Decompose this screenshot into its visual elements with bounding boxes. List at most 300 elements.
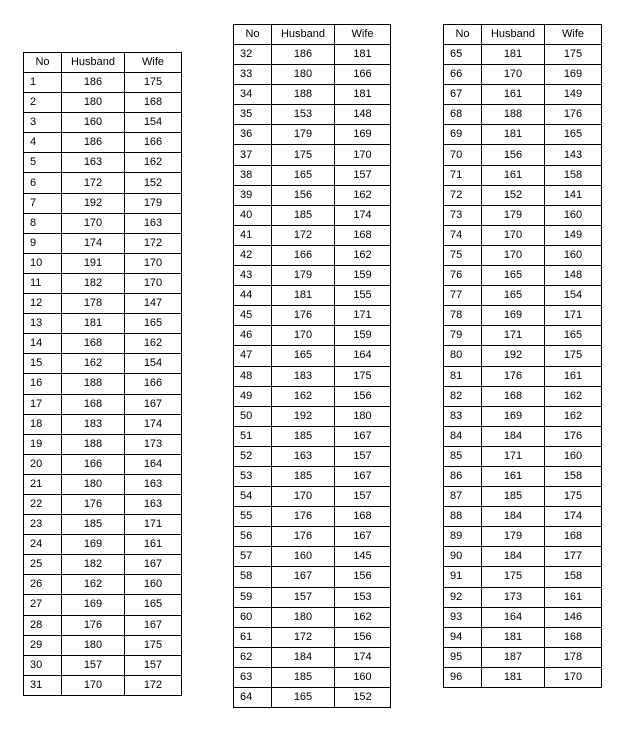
header-no: No xyxy=(234,25,272,45)
table-row xyxy=(444,306,602,326)
cell-husband: 181 xyxy=(482,627,545,647)
cell-husband: 164 xyxy=(482,607,545,627)
cell-no: 64 xyxy=(234,688,272,708)
cell-no: 84 xyxy=(444,426,482,446)
cell-husband: 176 xyxy=(62,494,125,514)
cell-wife: 168 xyxy=(125,93,182,113)
cell-no: 45 xyxy=(234,306,272,326)
cell-no: 81 xyxy=(444,366,482,386)
cell-no: 44 xyxy=(234,286,272,306)
table-row xyxy=(234,225,391,245)
cell-no: 18 xyxy=(24,414,62,434)
cell-husband: 176 xyxy=(482,366,545,386)
cell-no: 12 xyxy=(24,294,62,314)
cell-wife: 156 xyxy=(335,627,391,647)
cell-husband: 184 xyxy=(482,507,545,527)
table-row xyxy=(234,346,391,366)
cell-wife: 168 xyxy=(335,225,391,245)
table-row xyxy=(234,366,391,386)
table-row xyxy=(444,426,602,446)
cell-wife: 176 xyxy=(545,105,602,125)
table-row xyxy=(444,567,602,587)
cell-husband: 170 xyxy=(482,225,545,245)
cell-husband: 188 xyxy=(272,85,335,105)
table-row xyxy=(234,446,391,466)
cell-wife: 165 xyxy=(545,326,602,346)
table-row xyxy=(24,193,182,213)
cell-no: 62 xyxy=(234,647,272,667)
cell-no: 35 xyxy=(234,105,272,125)
cell-husband: 185 xyxy=(272,667,335,687)
table-row xyxy=(24,615,182,635)
table-row xyxy=(234,466,391,486)
cell-no: 86 xyxy=(444,466,482,486)
table-row xyxy=(24,515,182,535)
table-row xyxy=(444,145,602,165)
cell-no: 25 xyxy=(24,555,62,575)
cell-husband: 192 xyxy=(482,346,545,366)
data-table-2 xyxy=(233,24,391,708)
cell-no: 90 xyxy=(444,547,482,567)
cell-no: 61 xyxy=(234,627,272,647)
cell-wife: 159 xyxy=(335,326,391,346)
cell-no: 47 xyxy=(234,346,272,366)
cell-wife: 141 xyxy=(545,185,602,205)
table-row xyxy=(24,655,182,675)
cell-husband: 165 xyxy=(272,688,335,708)
table-row xyxy=(444,205,602,225)
table-row xyxy=(24,93,182,113)
cell-husband: 170 xyxy=(272,487,335,507)
cell-wife: 167 xyxy=(125,615,182,635)
cell-wife: 174 xyxy=(545,507,602,527)
cell-husband: 184 xyxy=(482,547,545,567)
table-row xyxy=(24,595,182,615)
header-no: No xyxy=(444,25,482,45)
cell-wife: 170 xyxy=(125,273,182,293)
cell-wife: 162 xyxy=(125,153,182,173)
cell-no: 80 xyxy=(444,346,482,366)
cell-husband: 186 xyxy=(62,73,125,93)
cell-no: 91 xyxy=(444,567,482,587)
table-row xyxy=(444,527,602,547)
table-row xyxy=(444,507,602,527)
cell-no: 76 xyxy=(444,266,482,286)
cell-no: 39 xyxy=(234,185,272,205)
table-row xyxy=(234,487,391,507)
cell-no: 13 xyxy=(24,314,62,334)
cell-husband: 163 xyxy=(62,153,125,173)
cell-wife: 171 xyxy=(545,306,602,326)
cell-no: 46 xyxy=(234,326,272,346)
table-row xyxy=(444,667,602,687)
cell-husband: 181 xyxy=(272,286,335,306)
table-row xyxy=(444,406,602,426)
cell-no: 24 xyxy=(24,535,62,555)
cell-no: 26 xyxy=(24,575,62,595)
cell-husband: 180 xyxy=(62,474,125,494)
cell-husband: 176 xyxy=(272,507,335,527)
table-row xyxy=(234,507,391,527)
table-row xyxy=(24,555,182,575)
table-row xyxy=(234,426,391,446)
cell-husband: 185 xyxy=(272,205,335,225)
cell-husband: 165 xyxy=(482,266,545,286)
table-row xyxy=(24,153,182,173)
cell-wife: 153 xyxy=(335,587,391,607)
cell-no: 42 xyxy=(234,245,272,265)
table-row xyxy=(234,85,391,105)
table-row xyxy=(444,105,602,125)
cell-wife: 162 xyxy=(335,245,391,265)
cell-husband: 172 xyxy=(272,225,335,245)
cell-no: 3 xyxy=(24,113,62,133)
cell-husband: 187 xyxy=(482,647,545,667)
table-row xyxy=(444,225,602,245)
cell-no: 54 xyxy=(234,487,272,507)
cell-no: 17 xyxy=(24,394,62,414)
cell-wife: 143 xyxy=(545,145,602,165)
table-row xyxy=(234,688,391,708)
table-row xyxy=(234,406,391,426)
cell-husband: 161 xyxy=(482,165,545,185)
cell-no: 83 xyxy=(444,406,482,426)
cell-wife: 164 xyxy=(335,346,391,366)
table-row xyxy=(24,394,182,414)
cell-wife: 170 xyxy=(335,145,391,165)
table-row xyxy=(444,627,602,647)
cell-no: 5 xyxy=(24,153,62,173)
cell-wife: 160 xyxy=(335,667,391,687)
cell-husband: 180 xyxy=(62,635,125,655)
cell-no: 59 xyxy=(234,587,272,607)
cell-husband: 179 xyxy=(272,125,335,145)
header-husband: Husband xyxy=(482,25,545,45)
cell-no: 71 xyxy=(444,165,482,185)
cell-no: 67 xyxy=(444,85,482,105)
header-wife: Wife xyxy=(335,25,391,45)
cell-no: 78 xyxy=(444,306,482,326)
cell-no: 96 xyxy=(444,667,482,687)
cell-husband: 176 xyxy=(272,306,335,326)
cell-husband: 178 xyxy=(62,294,125,314)
table-row xyxy=(444,547,602,567)
cell-husband: 175 xyxy=(272,145,335,165)
cell-husband: 185 xyxy=(482,487,545,507)
table-row xyxy=(444,125,602,145)
cell-husband: 179 xyxy=(482,205,545,225)
cell-no: 20 xyxy=(24,454,62,474)
cell-wife: 160 xyxy=(545,446,602,466)
cell-wife: 170 xyxy=(545,667,602,687)
table-row xyxy=(24,354,182,374)
cell-wife: 160 xyxy=(545,205,602,225)
cell-wife: 175 xyxy=(125,73,182,93)
cell-wife: 174 xyxy=(335,647,391,667)
table-row xyxy=(234,185,391,205)
cell-no: 36 xyxy=(234,125,272,145)
header-husband: Husband xyxy=(272,25,335,45)
cell-wife: 148 xyxy=(335,105,391,125)
cell-wife: 161 xyxy=(125,535,182,555)
cell-husband: 170 xyxy=(272,326,335,346)
table-row xyxy=(234,547,391,567)
cell-no: 63 xyxy=(234,667,272,687)
cell-wife: 175 xyxy=(545,487,602,507)
cell-husband: 165 xyxy=(482,286,545,306)
cell-no: 10 xyxy=(24,253,62,273)
cell-wife: 178 xyxy=(545,647,602,667)
header-wife: Wife xyxy=(125,53,182,73)
cell-no: 28 xyxy=(24,615,62,635)
header-wife: Wife xyxy=(545,25,602,45)
cell-wife: 175 xyxy=(545,45,602,65)
cell-husband: 191 xyxy=(62,253,125,273)
table-row xyxy=(234,567,391,587)
cell-wife: 147 xyxy=(125,294,182,314)
cell-husband: 180 xyxy=(62,93,125,113)
cell-wife: 175 xyxy=(335,366,391,386)
cell-wife: 181 xyxy=(335,85,391,105)
cell-husband: 185 xyxy=(272,466,335,486)
cell-wife: 152 xyxy=(125,173,182,193)
cell-wife: 163 xyxy=(125,213,182,233)
cell-no: 52 xyxy=(234,446,272,466)
cell-no: 89 xyxy=(444,527,482,547)
cell-no: 34 xyxy=(234,85,272,105)
cell-no: 55 xyxy=(234,507,272,527)
cell-wife: 149 xyxy=(545,85,602,105)
cell-no: 11 xyxy=(24,273,62,293)
cell-no: 49 xyxy=(234,386,272,406)
cell-husband: 157 xyxy=(62,655,125,675)
cell-husband: 192 xyxy=(272,406,335,426)
cell-husband: 184 xyxy=(272,647,335,667)
cell-husband: 163 xyxy=(272,446,335,466)
cell-husband: 166 xyxy=(62,454,125,474)
cell-wife: 174 xyxy=(335,205,391,225)
table-row xyxy=(444,245,602,265)
cell-husband: 174 xyxy=(62,233,125,253)
cell-husband: 167 xyxy=(272,567,335,587)
cell-husband: 192 xyxy=(62,193,125,213)
table-row xyxy=(234,45,391,65)
cell-wife: 160 xyxy=(125,575,182,595)
cell-wife: 157 xyxy=(335,487,391,507)
table-row xyxy=(24,294,182,314)
cell-wife: 162 xyxy=(125,334,182,354)
cell-wife: 167 xyxy=(335,527,391,547)
cell-husband: 186 xyxy=(272,45,335,65)
cell-no: 77 xyxy=(444,286,482,306)
cell-wife: 166 xyxy=(125,133,182,153)
cell-wife: 155 xyxy=(335,286,391,306)
cell-no: 37 xyxy=(234,145,272,165)
table-row xyxy=(24,474,182,494)
data-table-1 xyxy=(23,52,182,696)
table-row xyxy=(234,627,391,647)
cell-no: 68 xyxy=(444,105,482,125)
cell-husband: 180 xyxy=(272,607,335,627)
table-row xyxy=(234,326,391,346)
table-row xyxy=(444,165,602,185)
cell-wife: 146 xyxy=(545,607,602,627)
cell-no: 95 xyxy=(444,647,482,667)
cell-no: 50 xyxy=(234,406,272,426)
cell-husband: 183 xyxy=(62,414,125,434)
cell-husband: 181 xyxy=(62,314,125,334)
table-row xyxy=(24,314,182,334)
cell-wife: 154 xyxy=(125,113,182,133)
table-row xyxy=(234,125,391,145)
cell-husband: 156 xyxy=(482,145,545,165)
cell-husband: 169 xyxy=(62,535,125,555)
cell-wife: 163 xyxy=(125,474,182,494)
cell-husband: 173 xyxy=(482,587,545,607)
cell-husband: 172 xyxy=(272,627,335,647)
table-row xyxy=(444,487,602,507)
cell-no: 32 xyxy=(234,45,272,65)
cell-husband: 176 xyxy=(62,615,125,635)
cell-wife: 167 xyxy=(125,394,182,414)
cell-wife: 145 xyxy=(335,547,391,567)
cell-wife: 166 xyxy=(125,374,182,394)
cell-husband: 169 xyxy=(482,406,545,426)
table-row xyxy=(234,607,391,627)
cell-husband: 171 xyxy=(482,326,545,346)
cell-wife: 172 xyxy=(125,675,182,695)
cell-no: 40 xyxy=(234,205,272,225)
cell-wife: 165 xyxy=(545,125,602,145)
cell-wife: 166 xyxy=(335,65,391,85)
cell-wife: 175 xyxy=(125,635,182,655)
cell-wife: 158 xyxy=(545,165,602,185)
table-row xyxy=(24,374,182,394)
cell-wife: 156 xyxy=(335,386,391,406)
cell-no: 56 xyxy=(234,527,272,547)
cell-no: 38 xyxy=(234,165,272,185)
cell-no: 31 xyxy=(24,675,62,695)
cell-wife: 175 xyxy=(545,346,602,366)
cell-no: 6 xyxy=(24,173,62,193)
table-row xyxy=(24,675,182,695)
cell-no: 74 xyxy=(444,225,482,245)
cell-no: 70 xyxy=(444,145,482,165)
table-row xyxy=(444,346,602,366)
table-row xyxy=(234,266,391,286)
cell-husband: 176 xyxy=(272,527,335,547)
table-row xyxy=(444,607,602,627)
cell-no: 29 xyxy=(24,635,62,655)
cell-wife: 148 xyxy=(545,266,602,286)
table-row xyxy=(234,105,391,125)
cell-wife: 160 xyxy=(545,245,602,265)
table-row xyxy=(24,113,182,133)
cell-wife: 161 xyxy=(545,366,602,386)
table-row xyxy=(234,667,391,687)
table-row xyxy=(444,446,602,466)
cell-husband: 182 xyxy=(62,555,125,575)
cell-wife: 176 xyxy=(545,426,602,446)
cell-husband: 168 xyxy=(482,386,545,406)
table-row xyxy=(24,334,182,354)
cell-wife: 165 xyxy=(125,595,182,615)
cell-wife: 167 xyxy=(335,426,391,446)
cell-husband: 186 xyxy=(62,133,125,153)
cell-husband: 161 xyxy=(482,466,545,486)
cell-no: 41 xyxy=(234,225,272,245)
cell-no: 79 xyxy=(444,326,482,346)
cell-no: 53 xyxy=(234,466,272,486)
cell-no: 21 xyxy=(24,474,62,494)
table-row xyxy=(24,273,182,293)
cell-wife: 165 xyxy=(125,314,182,334)
cell-husband: 180 xyxy=(272,65,335,85)
cell-husband: 170 xyxy=(62,213,125,233)
cell-wife: 158 xyxy=(545,466,602,486)
cell-wife: 163 xyxy=(125,494,182,514)
table-row xyxy=(234,245,391,265)
cell-husband: 185 xyxy=(272,426,335,446)
cell-no: 2 xyxy=(24,93,62,113)
cell-husband: 166 xyxy=(272,245,335,265)
table-row xyxy=(24,635,182,655)
cell-husband: 157 xyxy=(272,587,335,607)
cell-wife: 170 xyxy=(125,253,182,273)
cell-no: 48 xyxy=(234,366,272,386)
cell-husband: 188 xyxy=(62,374,125,394)
cell-no: 19 xyxy=(24,434,62,454)
cell-wife: 167 xyxy=(125,555,182,575)
table-row xyxy=(24,133,182,153)
cell-wife: 149 xyxy=(545,225,602,245)
cell-wife: 167 xyxy=(335,466,391,486)
cell-husband: 165 xyxy=(272,346,335,366)
cell-no: 43 xyxy=(234,266,272,286)
cell-husband: 184 xyxy=(482,426,545,446)
table-row xyxy=(234,647,391,667)
table-row xyxy=(234,527,391,547)
cell-husband: 181 xyxy=(482,667,545,687)
table-row xyxy=(444,185,602,205)
cell-wife: 168 xyxy=(335,507,391,527)
cell-husband: 161 xyxy=(482,85,545,105)
cell-husband: 183 xyxy=(272,366,335,386)
cell-wife: 164 xyxy=(125,454,182,474)
cell-husband: 160 xyxy=(62,113,125,133)
cell-no: 75 xyxy=(444,245,482,265)
cell-wife: 154 xyxy=(125,354,182,374)
table-row xyxy=(234,145,391,165)
cell-husband: 179 xyxy=(272,266,335,286)
cell-husband: 181 xyxy=(482,125,545,145)
cell-husband: 172 xyxy=(62,173,125,193)
table-row xyxy=(24,73,182,93)
cell-husband: 171 xyxy=(482,446,545,466)
cell-no: 82 xyxy=(444,386,482,406)
cell-wife: 157 xyxy=(335,165,391,185)
cell-husband: 156 xyxy=(272,185,335,205)
cell-husband: 179 xyxy=(482,527,545,547)
table-row xyxy=(444,647,602,667)
cell-wife: 162 xyxy=(335,185,391,205)
cell-wife: 177 xyxy=(545,547,602,567)
cell-no: 92 xyxy=(444,587,482,607)
cell-husband: 188 xyxy=(62,434,125,454)
cell-wife: 159 xyxy=(335,266,391,286)
cell-wife: 174 xyxy=(125,414,182,434)
cell-no: 15 xyxy=(24,354,62,374)
